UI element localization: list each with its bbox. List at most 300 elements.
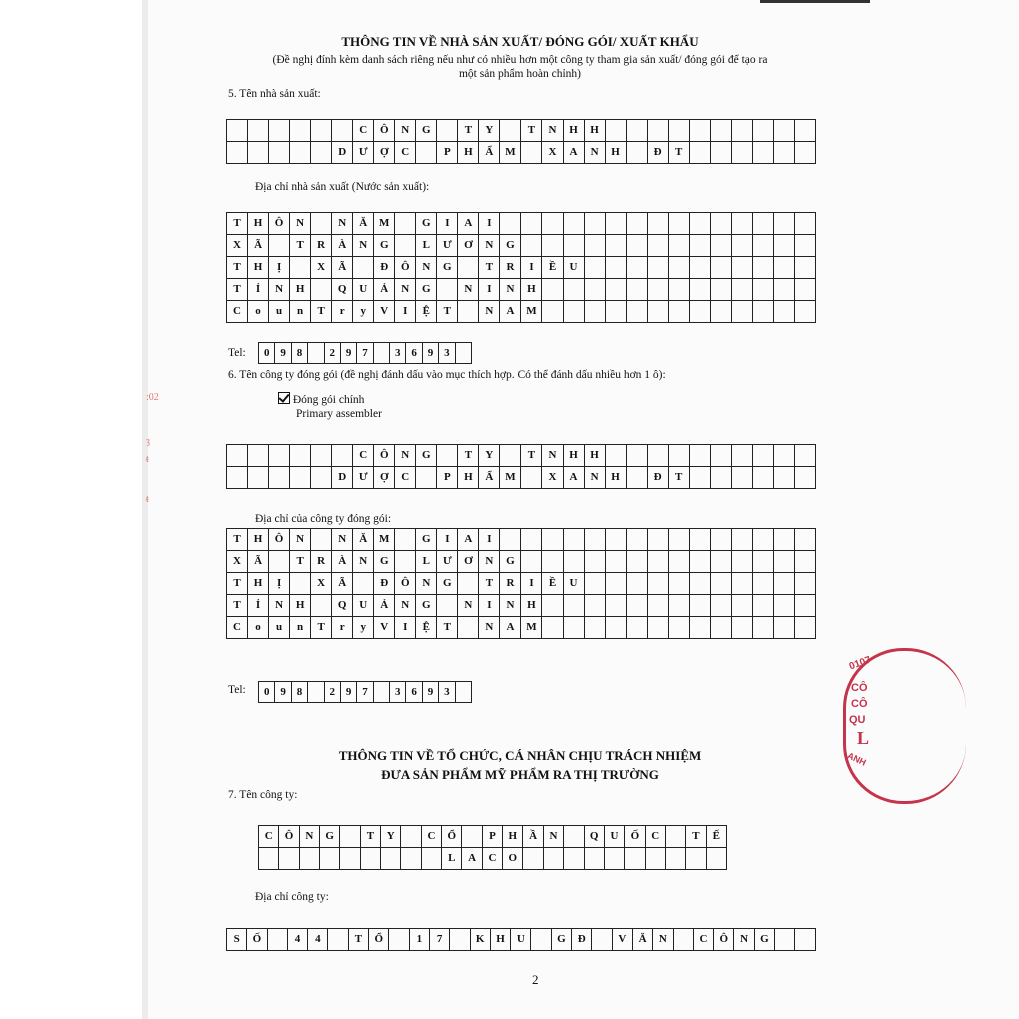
item6-address-cell [647, 595, 668, 617]
item6-address-cell [710, 595, 731, 617]
item6-name-cell: Y [479, 445, 500, 467]
item5-address-cell [563, 213, 584, 235]
item5-address-cell [731, 235, 752, 257]
item6-tel-cell [308, 682, 324, 703]
item6-tel-cell: 3 [390, 682, 406, 703]
item6-address-cell: H [248, 529, 269, 551]
item6-address-cell: T [479, 573, 500, 595]
item5-address-cell [647, 279, 668, 301]
item6-name-cell: H [563, 445, 584, 467]
item5-address-cell: n [290, 301, 311, 323]
item6-address-cell [542, 595, 563, 617]
item6-name-cell [773, 445, 794, 467]
item6-tel-cell: 8 [291, 682, 307, 703]
item6-address-cell [584, 551, 605, 573]
item7-name-cell [665, 848, 685, 870]
item5-name-cell: M [500, 142, 521, 164]
item6-address-row [227, 551, 816, 573]
item5-address-cell: G [437, 257, 458, 279]
item7-address-grid [226, 928, 816, 951]
item5-address-cell: T [227, 257, 248, 279]
item5-name-cell: Y [479, 120, 500, 142]
item6-address-cell: N [479, 617, 500, 639]
item5-address-cell: N [395, 279, 416, 301]
item5-address-cell: R [500, 257, 521, 279]
item5-tel-cell: 9 [275, 343, 291, 364]
item5-address-cell: I [479, 279, 500, 301]
item5-name-row [227, 120, 816, 142]
item6-name-cell [227, 467, 248, 489]
item5-address-cell [794, 213, 815, 235]
item7-address-cell [267, 929, 287, 951]
item5-address-cell: H [248, 257, 269, 279]
item5-tel-cell: 7 [357, 343, 373, 364]
item6-address-cell: N [290, 529, 311, 551]
item7-name-cell: L [442, 848, 462, 870]
item6-name-cell [269, 467, 290, 489]
item6-address-cell: T [227, 529, 248, 551]
item7-address-cell: G [551, 929, 571, 951]
item5-address-cell [626, 301, 647, 323]
item5-address-cell [500, 213, 521, 235]
item6-address-cell: o [248, 617, 269, 639]
item6-name-cell [332, 445, 353, 467]
item6-address-cell: T [227, 595, 248, 617]
item7-address-cell [450, 929, 470, 951]
item5-name-cell [269, 142, 290, 164]
item5-address-cell [647, 301, 668, 323]
item7-name-cell [279, 848, 299, 870]
item5-name-grid [226, 119, 816, 164]
item7-address-cell: Ổ [369, 929, 389, 951]
item6-address-cell [668, 529, 689, 551]
item7-name-cell: C [421, 826, 441, 848]
item5-address-cell: H [521, 279, 542, 301]
item6-tel-cell: 9 [422, 682, 438, 703]
item7-name-cell: T [360, 826, 380, 848]
item5-address-cell [458, 257, 479, 279]
item7-name-cell [381, 848, 401, 870]
item5-address-cell [794, 235, 815, 257]
item6-address-row [227, 595, 816, 617]
item6-name-cell [311, 445, 332, 467]
item5-name-cell [752, 142, 773, 164]
item5-address-cell: G [416, 213, 437, 235]
item6-address-cell: Đ [374, 573, 395, 595]
item7-name-cell [625, 848, 645, 870]
item7-name-cell [564, 848, 584, 870]
item5-name-cell: A [563, 142, 584, 164]
item5-address-cell: Ă [353, 213, 374, 235]
item7-name-cell: A [462, 848, 482, 870]
item6-address-cell [500, 529, 521, 551]
item5-name-cell [773, 120, 794, 142]
item6-address-cell: R [311, 551, 332, 573]
item6-address-cell [731, 595, 752, 617]
item5-name-cell: D [332, 142, 353, 164]
item6-address-cell [458, 573, 479, 595]
item5-address-cell: V [374, 301, 395, 323]
item5-address-cell: Ã [332, 257, 353, 279]
item6-address-cell: r [332, 617, 353, 639]
item6-address-cell: Ã [248, 551, 269, 573]
item6-address-cell: H [290, 595, 311, 617]
item6-address-cell: N [416, 573, 437, 595]
item5-address-cell: N [332, 213, 353, 235]
item5-name-cell [731, 120, 752, 142]
item5-address-cell [626, 257, 647, 279]
item5-name-cell: T [668, 142, 689, 164]
item5-address-cell: Ả [374, 279, 395, 301]
item6-address-cell: Ô [395, 573, 416, 595]
item5-address-cell: Q [332, 279, 353, 301]
item5-name-cell [248, 120, 269, 142]
item5-address-cell: Ề [542, 257, 563, 279]
item6-address-cell [668, 551, 689, 573]
item6-address-cell [773, 551, 794, 573]
item6-address-cell [752, 617, 773, 639]
item5-address-cell [752, 235, 773, 257]
item5-address-cell [752, 301, 773, 323]
item7-address-cell [531, 929, 551, 951]
item6-address-cell: U [353, 595, 374, 617]
item6-name-grid [226, 444, 816, 489]
item7-name-cell: N [543, 826, 563, 848]
item5-name-cell [227, 120, 248, 142]
item5-name-cell [773, 142, 794, 164]
item5-name-cell: Ư [353, 142, 374, 164]
item5-address-cell: I [521, 257, 542, 279]
item6-name-cell: C [353, 445, 374, 467]
item6-address-cell: u [269, 617, 290, 639]
item5-address-cell [731, 257, 752, 279]
item6-address-cell [689, 573, 710, 595]
item5-tel-cell [373, 343, 389, 364]
item6-name-cell [689, 467, 710, 489]
item6-address-cell [563, 551, 584, 573]
item7-name-cell [299, 848, 319, 870]
item5-address-cell: I [479, 213, 500, 235]
item5-address-cell [521, 235, 542, 257]
item5-address-cell [668, 213, 689, 235]
item5-address-cell [689, 235, 710, 257]
item7-name-cell [543, 848, 563, 870]
item5-address-cell [563, 235, 584, 257]
item6-address-cell [584, 529, 605, 551]
item6-name-cell: T [668, 467, 689, 489]
item5-tel-cell: 9 [422, 343, 438, 364]
item5-address-cell [710, 257, 731, 279]
item6-tel-label: Tel: [228, 684, 246, 696]
item6-address-cell [710, 573, 731, 595]
item5-address-cell: Ị [269, 257, 290, 279]
item6-address-cell [269, 551, 290, 573]
item7-address-cell: N [653, 929, 673, 951]
item5-address-cell: T [290, 235, 311, 257]
item6-address-grid [226, 528, 816, 639]
primary-assembler-checkbox[interactable] [278, 392, 290, 404]
item5-name-cell [521, 142, 542, 164]
item6-tel-cell: 0 [259, 682, 275, 703]
item5-address-cell: T [227, 213, 248, 235]
item6-address-cell [752, 595, 773, 617]
item5-address-cell: M [521, 301, 542, 323]
item5-address-cell: G [500, 235, 521, 257]
item6-tel-cell [455, 682, 472, 703]
item7-name-cell [340, 848, 360, 870]
item6-address-cell [626, 595, 647, 617]
item6-address-cell [689, 595, 710, 617]
item5-address-cell: N [290, 213, 311, 235]
item5-name-cell: Ô [374, 120, 395, 142]
section1-note-line2: một sản phẩm hoàn chỉnh) [458, 68, 581, 80]
item6-address-cell: À [332, 551, 353, 573]
item6-name-cell [710, 467, 731, 489]
item5-name-cell [290, 120, 311, 142]
item5-address-cell [605, 279, 626, 301]
item5-name-cell: H [605, 142, 626, 164]
item7-name-cell [360, 848, 380, 870]
item5-address-cell [794, 257, 815, 279]
item6-address-cell: N [458, 595, 479, 617]
item5-address-cell: G [416, 279, 437, 301]
item7-name-cell [401, 826, 421, 848]
item6-address-cell: Ệ [416, 617, 437, 639]
item6-name-cell [437, 445, 458, 467]
item6-name-cell: T [521, 445, 542, 467]
item5-address-cell: Ô [269, 213, 290, 235]
item6-name-cell: Ư [353, 467, 374, 489]
item5-address-cell: H [248, 213, 269, 235]
item6-address-cell [647, 529, 668, 551]
item5-name-cell [710, 120, 731, 142]
item6-name-cell: Ẩ [479, 467, 500, 489]
item6-address-cell [290, 573, 311, 595]
item7-address-cell: S [227, 929, 247, 951]
item6-address-cell: Ư [437, 551, 458, 573]
item7-address-cell [673, 929, 693, 951]
item5-address-cell [668, 279, 689, 301]
item6-name-cell: N [542, 445, 563, 467]
item7-name-cell: O [503, 848, 523, 870]
item6-address-cell: Ơ [458, 551, 479, 573]
item6-address-cell [605, 529, 626, 551]
item5-name-cell: C [353, 120, 374, 142]
item6-address-cell: C [227, 617, 248, 639]
item5-address-cell [689, 213, 710, 235]
item6-address-cell [605, 573, 626, 595]
item6-name-cell: N [395, 445, 416, 467]
margin-mark: ᵵ [146, 494, 149, 505]
item5-address-cell [710, 213, 731, 235]
item5-name-cell: C [395, 142, 416, 164]
item5-tel-cell: 9 [340, 343, 356, 364]
item5-name-cell: Đ [647, 142, 668, 164]
item6-address-cell: A [458, 529, 479, 551]
item7-name-cell: G [320, 826, 340, 848]
item6-name-cell: M [500, 467, 521, 489]
item5-address-cell: y [353, 301, 374, 323]
item7-label: 7. Tên công ty: [228, 789, 298, 801]
item5-address-cell [563, 301, 584, 323]
item5-address-cell: X [227, 235, 248, 257]
item6-name-cell: A [563, 467, 584, 489]
item5-address-cell: N [269, 279, 290, 301]
item7-name-cell [645, 848, 665, 870]
item5-name-cell: X [542, 142, 563, 164]
item5-address-cell [752, 213, 773, 235]
item6-address-cell [773, 573, 794, 595]
item6-address-cell [773, 595, 794, 617]
item6-address-cell [311, 529, 332, 551]
item7-name-cell: Ố [625, 826, 645, 848]
item5-address-cell [521, 213, 542, 235]
item6-address-cell [563, 617, 584, 639]
item5-tel-cell: 6 [406, 343, 422, 364]
item5-address-cell: T [227, 279, 248, 301]
item5-address-cell [311, 213, 332, 235]
item6-address-cell: N [332, 529, 353, 551]
item6-name-cell: Ợ [374, 467, 395, 489]
item5-address-cell [626, 235, 647, 257]
item5-address-cell: L [416, 235, 437, 257]
item7-name-cell [421, 848, 441, 870]
item5-name-cell [689, 142, 710, 164]
item7-name-cell: T [686, 826, 706, 848]
item5-address-cell: X [311, 257, 332, 279]
item6-address-cell [563, 595, 584, 617]
item5-name-cell: T [521, 120, 542, 142]
item6-address-cell [710, 551, 731, 573]
item5-address-cell [689, 279, 710, 301]
item6-name-cell: Đ [647, 467, 668, 489]
item6-address-cell: A [500, 617, 521, 639]
item6-address-cell: Ô [269, 529, 290, 551]
item6-name-row [227, 445, 816, 467]
item7-name-grid [258, 825, 727, 870]
item6-address-cell [731, 573, 752, 595]
company-stamp: 0107 CÔ CÔ QU L ANH [835, 648, 915, 798]
item6-address-cell: X [227, 551, 248, 573]
item6-name-cell: D [332, 467, 353, 489]
item5-name-cell [626, 120, 647, 142]
item6-address-cell: I [479, 595, 500, 617]
section2-title-line1: THÔNG TIN VỀ TỔ CHỨC, CÁ NHÂN CHỊU TRÁCH NHIỆM [338, 748, 702, 763]
item5-address-cell: u [269, 301, 290, 323]
item5-address-cell [668, 257, 689, 279]
item5-name-cell: P [437, 142, 458, 164]
item6-address-cell [458, 617, 479, 639]
item7-address-cell [795, 929, 816, 951]
item5-name-cell: N [584, 142, 605, 164]
item7-address-cell: K [470, 929, 490, 951]
item5-name-cell: T [458, 120, 479, 142]
item7-address-row [227, 929, 816, 951]
item5-address-cell: T [437, 301, 458, 323]
item5-address-cell: U [353, 279, 374, 301]
item5-name-row [227, 142, 816, 164]
item6-address-row [227, 529, 816, 551]
item6-address-cell [353, 573, 374, 595]
item5-address-cell: Ư [437, 235, 458, 257]
item5-tel-cell: 2 [324, 343, 340, 364]
item6-address-cell [794, 573, 815, 595]
item5-tel-grid [258, 342, 472, 364]
item6-name-cell [752, 467, 773, 489]
item5-name-cell [332, 120, 353, 142]
item6-address-cell [710, 529, 731, 551]
item5-address-cell: I [395, 301, 416, 323]
item7-name-cell [665, 826, 685, 848]
item5-address-row [227, 235, 816, 257]
item5-tel-cell: 3 [390, 343, 406, 364]
item5-address-cell: I [437, 213, 458, 235]
item7-name-cell [706, 848, 726, 870]
item5-name-cell [311, 120, 332, 142]
item5-address-cell: R [311, 235, 332, 257]
item6-address-label: Địa chỉ của công ty đóng gói: [255, 513, 392, 525]
item5-address-cell [647, 213, 668, 235]
item6-name-cell [731, 445, 752, 467]
item6-address-cell [668, 573, 689, 595]
item7-name-cell [401, 848, 421, 870]
item5-address-cell [731, 279, 752, 301]
item7-name-cell: Ầ [523, 826, 543, 848]
item7-address-cell: Ô [714, 929, 734, 951]
item6-address-cell [584, 573, 605, 595]
item6-address-cell: G [416, 595, 437, 617]
item5-address-cell [647, 257, 668, 279]
item6-name-cell [794, 467, 815, 489]
item7-name-cell: C [259, 826, 279, 848]
item6-address-cell [542, 617, 563, 639]
item6-name-cell [752, 445, 773, 467]
item6-address-cell [647, 617, 668, 639]
item6-name-cell: G [416, 445, 437, 467]
item6-address-cell [542, 529, 563, 551]
item5-address-cell [605, 257, 626, 279]
item6-tel-row [259, 682, 472, 703]
item5-address-grid [226, 212, 816, 323]
item5-address-cell: Ô [395, 257, 416, 279]
item5-address-cell [605, 213, 626, 235]
item6-address-cell [605, 595, 626, 617]
item6-address-cell: T [437, 617, 458, 639]
item6-address-cell: I [437, 529, 458, 551]
item7-address-cell: U [511, 929, 531, 951]
item6-address-cell: I [479, 529, 500, 551]
item6-tel-cell: 9 [340, 682, 356, 703]
item6-tel-cell: 3 [439, 682, 455, 703]
item7-name-cell [462, 826, 482, 848]
item6-name-cell: X [542, 467, 563, 489]
item5-address-label: Địa chỉ nhà sản xuất (Nước sản xuất): [255, 181, 430, 193]
item6-name-cell [626, 445, 647, 467]
item5-address-cell: N [479, 235, 500, 257]
item5-address-cell [794, 301, 815, 323]
item6-address-cell: U [563, 573, 584, 595]
item5-address-cell [584, 235, 605, 257]
item7-name-cell: C [482, 848, 502, 870]
item6-name-cell [521, 467, 542, 489]
item7-address-cell: H [490, 929, 510, 951]
item6-address-cell [731, 529, 752, 551]
item5-name-cell [227, 142, 248, 164]
item5-name-cell [290, 142, 311, 164]
item5-address-cell [542, 213, 563, 235]
item6-address-cell [731, 551, 752, 573]
item5-tel-cell [455, 343, 472, 364]
